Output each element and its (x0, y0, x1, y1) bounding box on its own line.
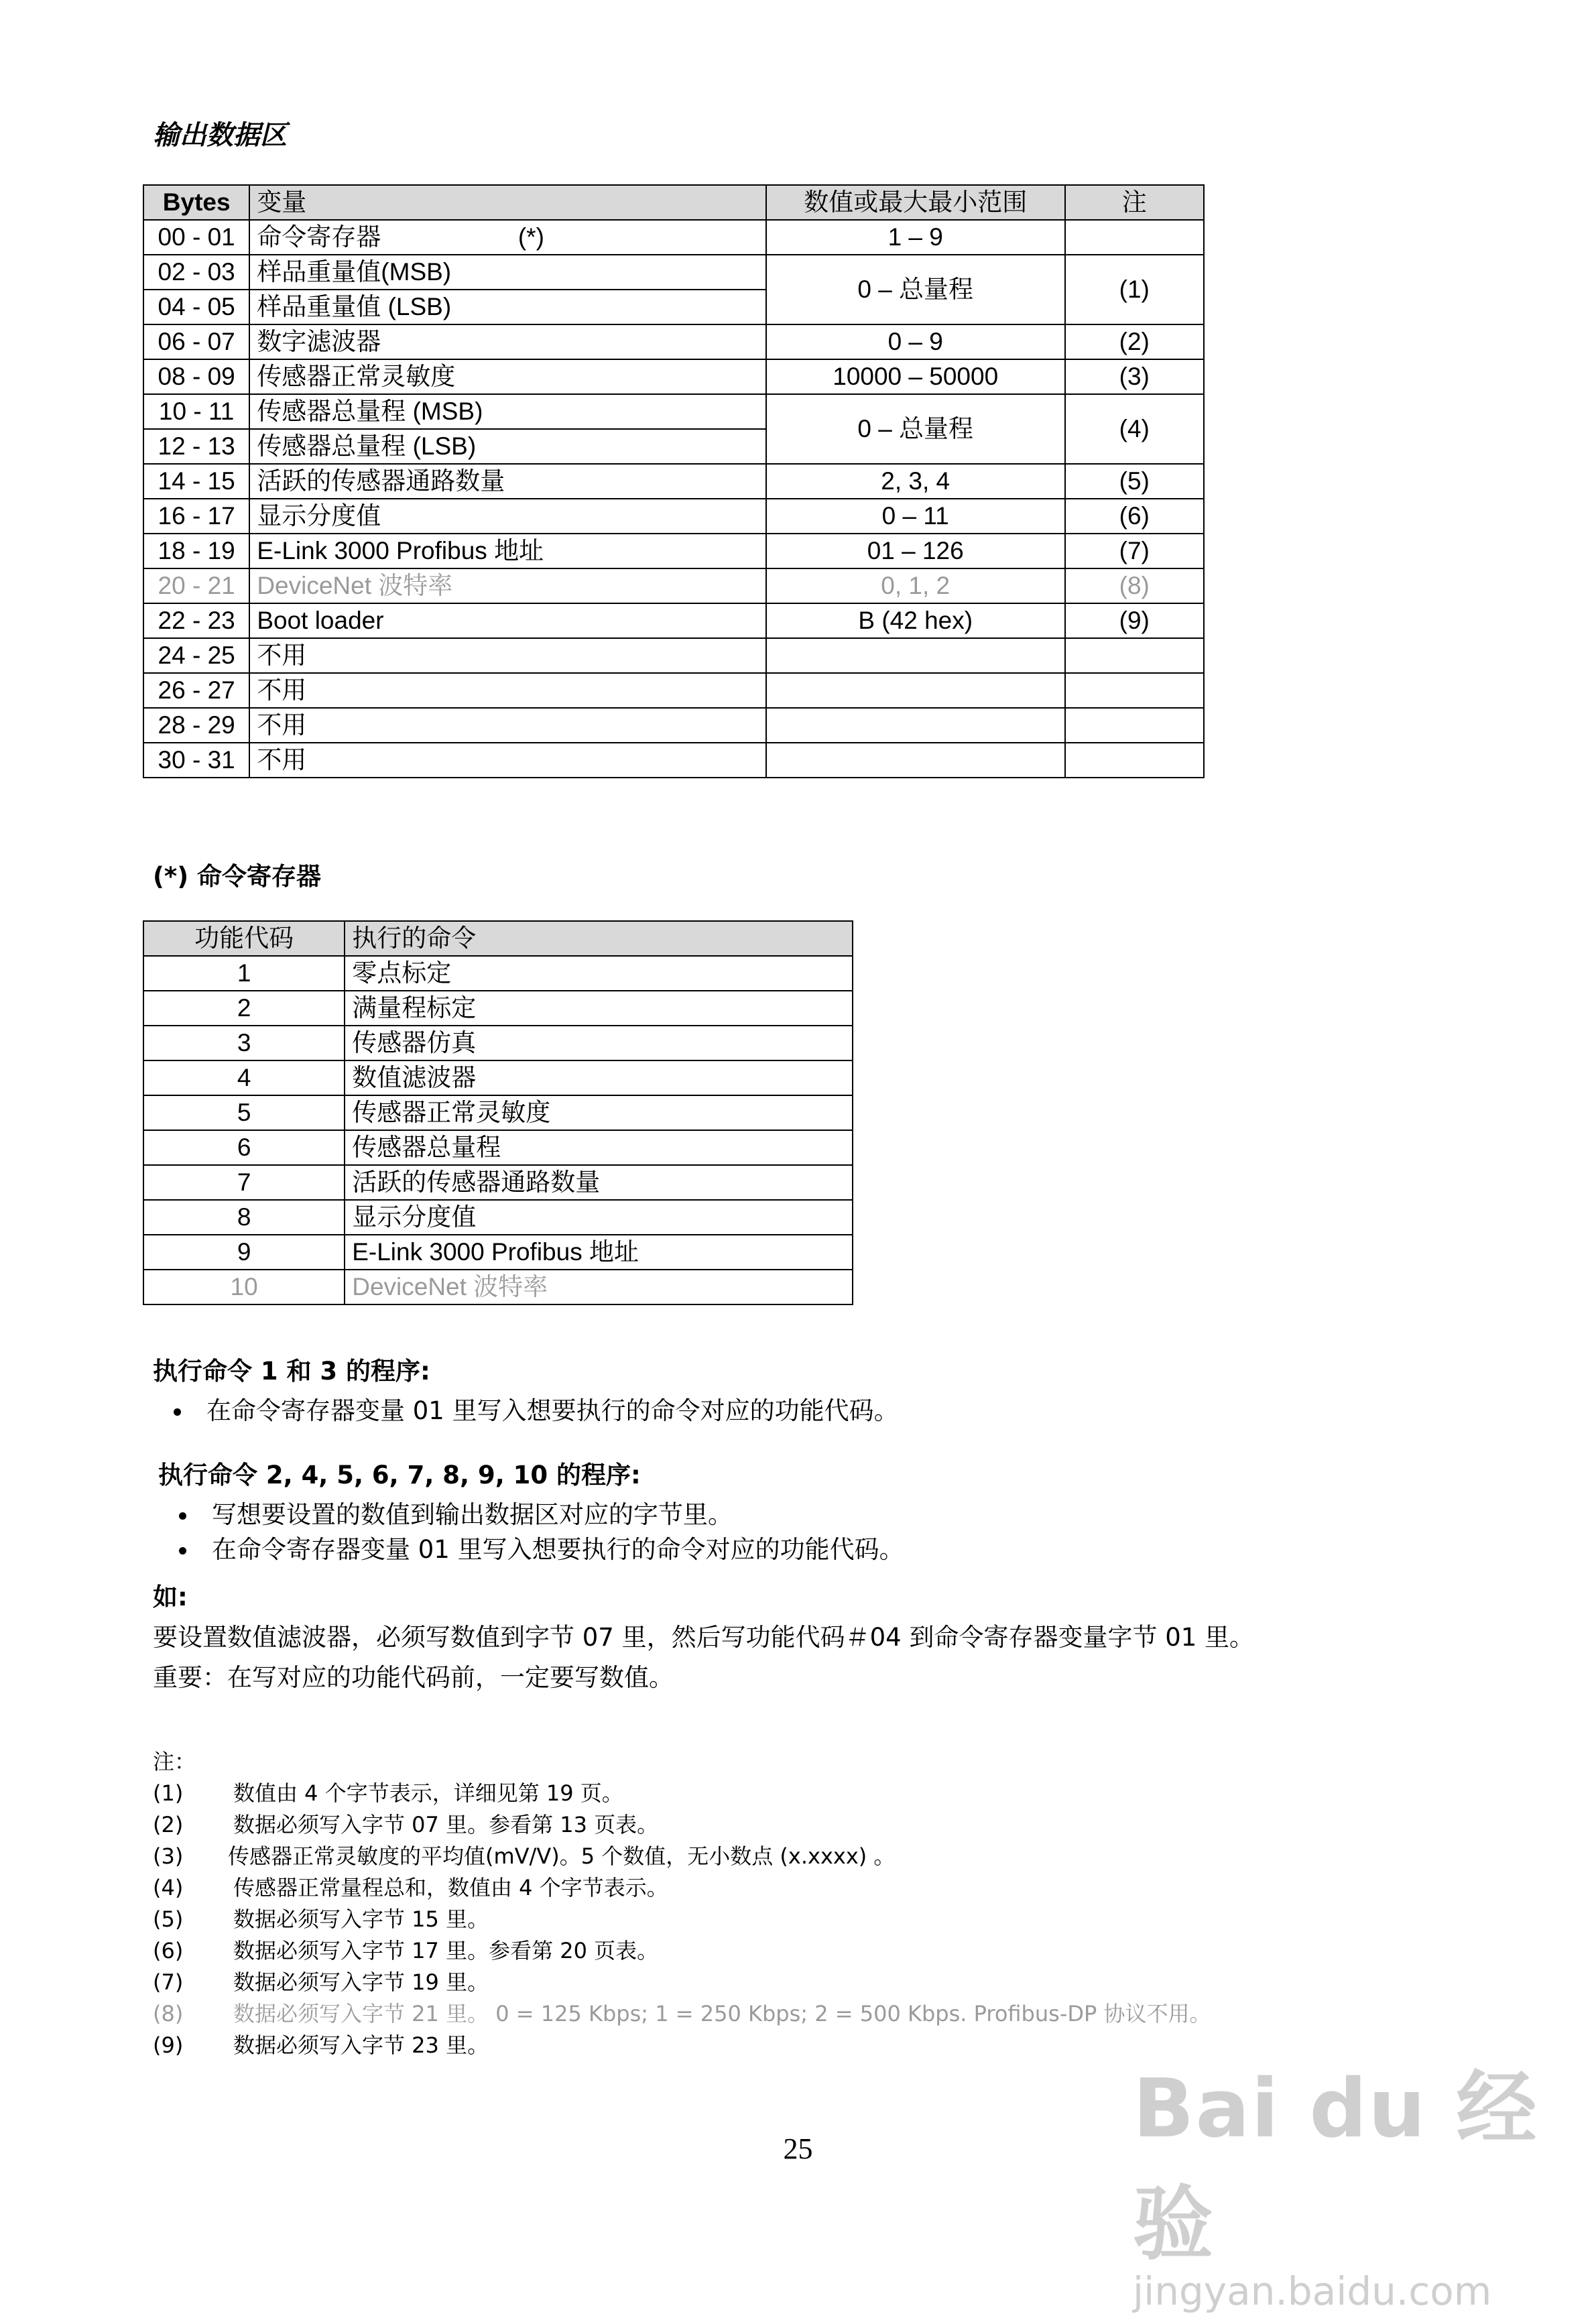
command-code-table (143, 920, 853, 1305)
table-row (143, 1235, 853, 1270)
range-cell (766, 673, 1065, 708)
command-register-title: (*) 命令寄存器 (153, 862, 322, 891)
variable-cell: 不用 (249, 743, 766, 778)
command-cell: 数值滤波器 (345, 1060, 853, 1095)
note-number: (4) (153, 1875, 184, 1900)
range-cell: 0 – 9 (766, 324, 1065, 359)
table-row (143, 1165, 853, 1200)
header-note: 注 (1065, 185, 1204, 220)
range-cell: 2, 3, 4 (766, 464, 1065, 499)
procedure-2-list (158, 1498, 904, 1567)
variable-cell: 传感器总量程 (LSB) (249, 429, 766, 464)
section-title: 输出数据区 (153, 120, 287, 151)
note-cell: (1) (1065, 255, 1204, 324)
bytes-cell: 08 - 09 (143, 359, 249, 394)
bytes-cell: 00 - 01 (143, 220, 249, 255)
code-cell: 4 (143, 1060, 345, 1095)
example-block (153, 1577, 1254, 1653)
table-row (143, 1270, 853, 1304)
table-row (143, 603, 1204, 638)
command-cell: 活跃的传感器通路数量 (345, 1165, 853, 1200)
header-bytes: Bytes (143, 185, 249, 220)
variable-cell: E-Link 3000 Profibus 地址 (249, 534, 766, 568)
note-text: 数据必须写入字节 21 里。 0 = 125 Kbps; 1 = 250 Kbps; 2 = 500 Kbps. Profibus-DP 协议不用。 (233, 2001, 1211, 2026)
note-text: 数值由 4 个字节表示，详细见第 19 页。 (233, 1780, 623, 1806)
note-cell (1065, 673, 1204, 708)
note-text: 数据必须写入字节 07 里。参看第 13 页表。 (233, 1812, 659, 1837)
bytes-cell: 16 - 17 (143, 499, 249, 534)
bytes-cell: 28 - 29 (143, 708, 249, 743)
code-cell: 8 (143, 1200, 345, 1235)
procedure-2-heading: 执行命令 2, 4, 5, 6, 7, 8, 9, 10 的程序: (158, 1461, 641, 1489)
code-cell: 10 (143, 1270, 345, 1304)
variable-cell: Boot loader (249, 603, 766, 638)
table-row (143, 499, 1204, 534)
bytes-cell: 14 - 15 (143, 464, 249, 499)
command-cell: 零点标定 (345, 956, 853, 991)
range-cell: B (42 hex) (766, 603, 1065, 638)
asterisk-mark: (*) (517, 223, 544, 251)
variable-cell: 不用 (249, 638, 766, 673)
note-cell: (9) (1065, 603, 1204, 638)
bytes-cell: 24 - 25 (143, 638, 249, 673)
command-cell: DeviceNet 波特率 (345, 1270, 853, 1304)
note-cell (1065, 220, 1204, 255)
list-item (153, 1998, 1211, 2030)
table-row (143, 708, 1204, 743)
code-cell: 9 (143, 1235, 345, 1270)
range-cell: 0 – 总量程 (766, 255, 1065, 324)
table-row (143, 220, 1204, 255)
note-number: (6) (153, 1938, 184, 1963)
range-cell (766, 708, 1065, 743)
list-item (153, 1935, 1211, 1967)
list-item (153, 1809, 1211, 1841)
list-item (153, 1841, 1211, 1872)
code-cell: 2 (143, 991, 345, 1026)
bytes-cell: 04 - 05 (143, 290, 249, 324)
range-cell: 0 – 11 (766, 499, 1065, 534)
table-header-row (143, 185, 1204, 220)
table-row (143, 638, 1204, 673)
table-row (143, 255, 1204, 290)
note-cell: (6) (1065, 499, 1204, 534)
bytes-cell: 18 - 19 (143, 534, 249, 568)
bytes-cell: 26 - 27 (143, 673, 249, 708)
bytes-cell: 10 - 11 (143, 394, 249, 429)
table-row (143, 1130, 853, 1165)
bytes-cell: 20 - 21 (143, 568, 249, 603)
watermark-brand: Bai du 经验 (1133, 2063, 1538, 2271)
header-function-code: 功能代码 (143, 921, 345, 956)
output-data-table (143, 184, 1205, 778)
bytes-cell: 30 - 31 (143, 743, 249, 778)
range-cell (766, 638, 1065, 673)
bytes-cell: 22 - 23 (143, 603, 249, 638)
table-row (143, 956, 853, 991)
range-cell: 0, 1, 2 (766, 568, 1065, 603)
note-number: (7) (153, 1969, 184, 1995)
note-cell: (4) (1065, 394, 1204, 464)
table-row (143, 359, 1204, 394)
list-item (153, 1904, 1211, 1935)
variable-cell: 传感器总量程 (MSB) (249, 394, 766, 429)
list-item: • 写想要设置的数值到输出数据区对应的字节里。 (198, 1498, 904, 1532)
bytes-cell: 06 - 07 (143, 324, 249, 359)
procedure-2 (158, 1455, 904, 1567)
variable-cell: 传感器正常灵敏度 (249, 359, 766, 394)
variable-cell: 数字滤波器 (249, 324, 766, 359)
variable-label: 命令寄存器 (257, 223, 381, 251)
variable-cell: 活跃的传感器通路数量 (249, 464, 766, 499)
header-variable: 变量 (249, 185, 766, 220)
table-row (143, 743, 1204, 778)
table-row (143, 464, 1204, 499)
note-number: (9) (153, 2032, 184, 2058)
bytes-cell: 02 - 03 (143, 255, 249, 290)
list-item (153, 1872, 1211, 1904)
note-text: 数据必须写入字节 17 里。参看第 20 页表。 (233, 1938, 659, 1963)
note-text: 传感器正常灵敏度的平均值(mV/V)。5 个数值，无小数点 (x.xxxx) 。 (228, 1843, 896, 1869)
command-cell: 传感器总量程 (345, 1130, 853, 1165)
table-row (143, 1095, 853, 1130)
note-text: 数据必须写入字节 19 里。 (233, 1969, 489, 1995)
range-cell: 10000 – 50000 (766, 359, 1065, 394)
note-cell: (8) (1065, 568, 1204, 603)
table-row (143, 568, 1204, 603)
footnotes (153, 1746, 1211, 2061)
note-cell: (5) (1065, 464, 1204, 499)
watermark-url: jingyan.baidu.com (1133, 2268, 1492, 2314)
procedure-1 (153, 1351, 899, 1428)
command-cell: 显示分度值 (345, 1200, 853, 1235)
bytes-cell: 12 - 13 (143, 429, 249, 464)
example-text: 要设置数值滤波器，必须写数值到字节 07 里，然后写功能代码＃04 到命令寄存器变量字节 01 里。 (153, 1623, 1255, 1652)
procedure-1-list (153, 1394, 899, 1428)
variable-cell (249, 220, 766, 255)
table-row (143, 1200, 853, 1235)
variable-cell: 显示分度值 (249, 499, 766, 534)
example-heading: 如: (153, 1583, 188, 1611)
note-text: 传感器正常量程总和，数值由 4 个字节表示。 (233, 1875, 668, 1900)
page-number: 25 (783, 2132, 813, 2165)
variable-cell: 样品重量值(MSB) (249, 255, 766, 290)
table-row (143, 394, 1204, 429)
command-cell: 传感器正常灵敏度 (345, 1095, 853, 1130)
notes-heading: 注： (153, 1749, 196, 1774)
list-item: • 在命令寄存器变量 01 里写入想要执行的命令对应的功能代码。 (193, 1394, 899, 1428)
range-cell: 01 – 126 (766, 534, 1065, 568)
note-text: 数据必须写入字节 15 里。 (233, 1906, 489, 1932)
note-number: (3) (153, 1843, 184, 1869)
code-cell: 5 (143, 1095, 345, 1130)
important-note: 重要：在写对应的功能代码前，一定要写数值。 (153, 1663, 674, 1692)
note-cell: (2) (1065, 324, 1204, 359)
list-item (153, 2030, 1211, 2061)
list-item (153, 1778, 1211, 1809)
note-cell: (7) (1065, 534, 1204, 568)
table-row (143, 1026, 853, 1060)
range-cell: 0 – 总量程 (766, 394, 1065, 464)
procedure-1-heading: 执行命令 1 和 3 的程序: (153, 1357, 430, 1386)
note-cell (1065, 638, 1204, 673)
note-number: (5) (153, 1906, 184, 1932)
command-cell: E-Link 3000 Profibus 地址 (345, 1235, 853, 1270)
code-cell: 7 (143, 1165, 345, 1200)
header-command: 执行的命令 (345, 921, 853, 956)
table-row (143, 324, 1204, 359)
note-cell (1065, 743, 1204, 778)
command-cell: 传感器仿真 (345, 1026, 853, 1060)
code-cell: 1 (143, 956, 345, 991)
table-header-row (143, 921, 853, 956)
note-cell: (3) (1065, 359, 1204, 394)
note-text: 数据必须写入字节 23 里。 (233, 2032, 489, 2058)
table-row (143, 991, 853, 1026)
table-row (143, 1060, 853, 1095)
table-row (143, 673, 1204, 708)
variable-cell: 样品重量值 (LSB) (249, 290, 766, 324)
baidu-watermark (1133, 2045, 1596, 2314)
note-cell (1065, 708, 1204, 743)
note-number: (8) (153, 2001, 184, 2026)
note-number: (2) (153, 1812, 184, 1837)
note-number: (1) (153, 1780, 184, 1806)
header-range: 数值或最大最小范围 (766, 185, 1065, 220)
range-cell: 1 – 9 (766, 220, 1065, 255)
variable-cell: 不用 (249, 673, 766, 708)
code-cell: 3 (143, 1026, 345, 1060)
list-item: • 在命令寄存器变量 01 里写入想要执行的命令对应的功能代码。 (198, 1532, 904, 1567)
variable-cell: DeviceNet 波特率 (249, 568, 766, 603)
table-row (143, 534, 1204, 568)
code-cell: 6 (143, 1130, 345, 1165)
range-cell (766, 743, 1065, 778)
list-item (153, 1967, 1211, 1998)
variable-cell: 不用 (249, 708, 766, 743)
command-cell: 满量程标定 (345, 991, 853, 1026)
